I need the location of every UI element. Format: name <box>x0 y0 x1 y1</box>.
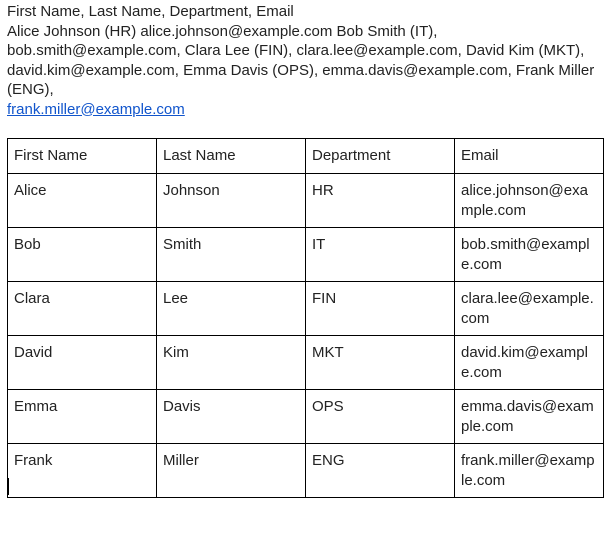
header-department[interactable]: Department <box>306 139 455 174</box>
cell-email[interactable]: alice.johnson@example.com <box>455 174 604 228</box>
cell-first-name[interactable]: Clara <box>8 282 157 336</box>
cell-last-name[interactable]: Johnson <box>157 174 306 228</box>
text-paragraph[interactable] <box>7 2 607 119</box>
cell-department[interactable]: MKT <box>306 336 455 390</box>
employee-table[interactable] <box>7 138 604 498</box>
cell-department[interactable]: OPS <box>306 390 455 444</box>
paragraph-heading-line: First Name, Last Name, Department, Email <box>7 3 294 20</box>
table-row <box>8 336 604 390</box>
header-email[interactable]: Email <box>455 139 604 174</box>
cell-email[interactable]: emma.davis@example.com <box>455 390 604 444</box>
email-link[interactable]: frank.miller@example.com <box>7 100 185 118</box>
table-row <box>8 390 604 444</box>
cell-last-name[interactable]: Lee <box>157 282 306 336</box>
cell-department[interactable]: FIN <box>306 282 455 336</box>
cell-department[interactable]: IT <box>306 228 455 282</box>
table-header-row <box>8 139 604 174</box>
cell-first-name[interactable]: Emma <box>8 390 157 444</box>
table-row <box>8 174 604 228</box>
cell-email[interactable]: bob.smith@example.com <box>455 228 604 282</box>
cell-last-name[interactable]: Smith <box>157 228 306 282</box>
cell-first-name[interactable]: Bob <box>8 228 157 282</box>
paragraph-body-text: Alice Johnson (HR) alice.johnson@example.com Bob Smith (IT), bob.smith@example.com, Clara Lee (FIN), clara.lee@example.com, David Kim (MKT), david.kim@example.com, Emma Davis (OPS), emma.davis@example.com, Frank Miller (ENG), <box>7 22 595 98</box>
header-last-name[interactable]: Last Name <box>157 139 306 174</box>
text-cursor <box>7 478 9 495</box>
cell-department[interactable]: HR <box>306 174 455 228</box>
cell-email[interactable]: clara.lee@example.com <box>455 282 604 336</box>
cell-first-name[interactable]: David <box>8 336 157 390</box>
cell-last-name[interactable]: Miller <box>157 444 306 498</box>
cell-last-name[interactable]: Kim <box>157 336 306 390</box>
cell-email[interactable]: frank.miller@example.com <box>455 444 604 498</box>
cell-last-name[interactable]: Davis <box>157 390 306 444</box>
cell-first-name[interactable]: Frank <box>8 444 157 498</box>
cell-email[interactable]: david.kim@example.com <box>455 336 604 390</box>
paragraph-spacer <box>7 119 607 138</box>
cell-department[interactable]: ENG <box>306 444 455 498</box>
header-first-name[interactable]: First Name <box>8 139 157 174</box>
table-row <box>8 228 604 282</box>
cell-first-name[interactable]: Alice <box>8 174 157 228</box>
table-row <box>8 444 604 498</box>
document-body[interactable] <box>7 2 607 498</box>
table-row <box>8 282 604 336</box>
